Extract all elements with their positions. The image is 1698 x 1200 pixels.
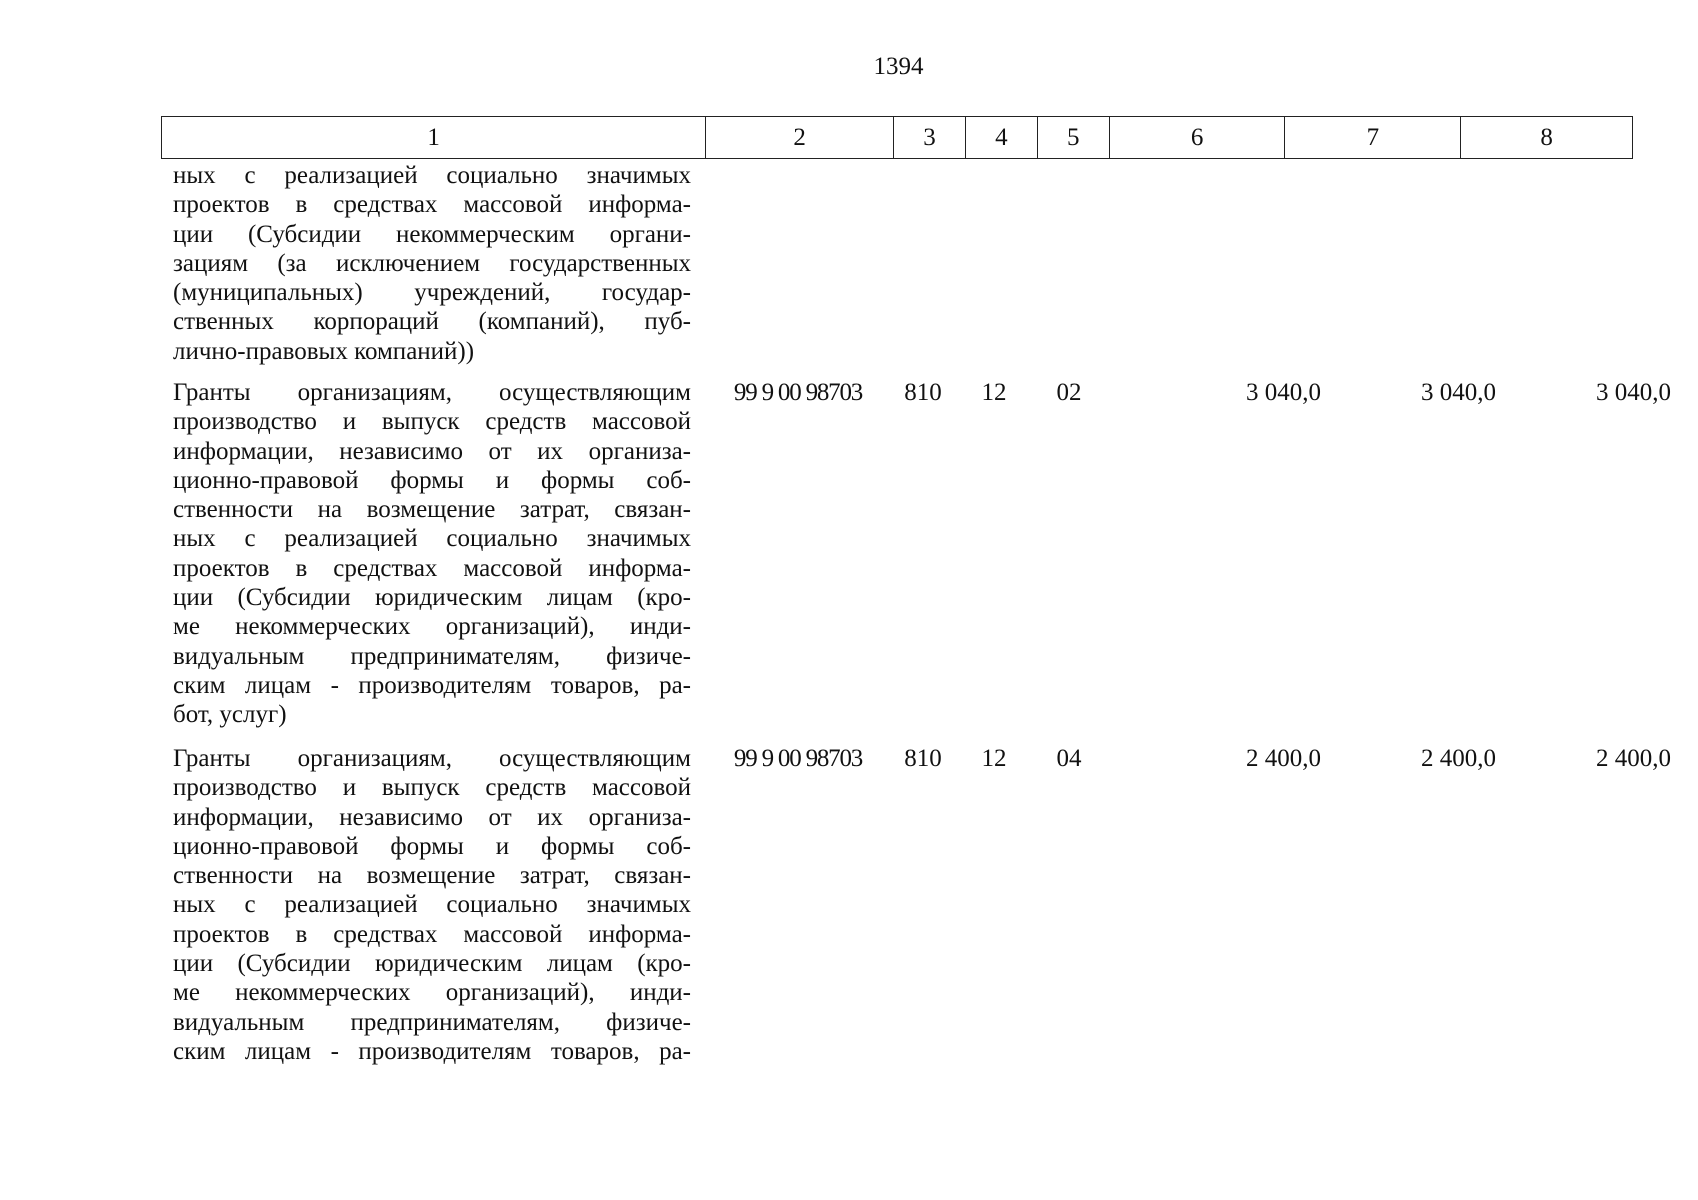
target-code: 99 9 00 98703 — [733, 745, 863, 772]
text-line: ции (Субсидии некоммерческим органи- — [173, 220, 691, 248]
text-line: (муниципальных) учреждений, государ- — [173, 279, 691, 307]
header-col-6: 6 — [1110, 117, 1286, 158]
expense-type: 810 — [904, 379, 942, 406]
text-line: ственности на возмещение затрат, связан- — [173, 862, 691, 890]
expense-type: 810 — [904, 745, 942, 772]
header-col-1: 1 — [162, 117, 706, 158]
text-line: лично-правовых компаний)) — [173, 337, 475, 365]
text-line: бот, услуг) — [173, 701, 287, 729]
text-line: информации, независимо от их организа- — [173, 803, 691, 831]
text-line: ных с реализацией социально значимых — [173, 891, 691, 919]
subsection: 02 — [1056, 379, 1082, 406]
text-line: видуальным предпринимателям, физиче- — [173, 1008, 691, 1036]
text-line: зациям (за исключением государственных — [173, 249, 691, 277]
text-line: видуальным предпринимателям, физиче- — [173, 642, 691, 670]
table-header — [161, 116, 1633, 159]
text-line: ных с реализацией социально значимых — [173, 162, 691, 189]
subsection: 04 — [1056, 745, 1082, 772]
row-values — [161, 378, 1671, 408]
header-col-3: 3 — [894, 117, 966, 158]
text-line: ским лицам - производителям товаров, ра- — [173, 671, 691, 699]
text-line: ским лицам - производителям товаров, ра- — [173, 1037, 691, 1065]
text-line: ных с реализацией социально значимых — [173, 525, 691, 553]
row-description — [173, 744, 691, 1066]
amount-col-6: 3 040,0 — [1246, 379, 1321, 406]
text-line: проектов в средствах массовой информа- — [173, 191, 691, 219]
header-col-8: 8 — [1540, 123, 1553, 151]
row-values — [161, 744, 1671, 774]
text-line: ции (Субсидии юридическим лицам (кро- — [173, 584, 691, 612]
row-description — [173, 378, 691, 730]
text-line: проектов в средствах массовой информа- — [173, 554, 691, 582]
amount-col-6: 2 400,0 — [1246, 745, 1321, 772]
text-line: производство и выпуск средств массовой — [173, 774, 691, 802]
text-line: ционно-правовой формы и формы соб- — [173, 832, 691, 860]
page-number: 1394 — [873, 53, 924, 80]
text-line: Гранты организациям, осуществляющим — [173, 745, 691, 772]
text-line: ственных корпораций (компаний), пуб- — [173, 308, 691, 336]
header-col-7: 7 — [1285, 117, 1461, 158]
header-col-5: 5 — [1038, 117, 1110, 158]
text-line: ции (Субсидии юридическим лицам (кро- — [173, 950, 691, 978]
target-code: 99 9 00 98703 — [733, 379, 863, 406]
text-line: производство и выпуск средств массовой — [173, 408, 691, 436]
amount-col-8: 3 040,0 — [1596, 379, 1671, 406]
amount-col-7: 2 400,0 — [1421, 745, 1496, 772]
text-line: ме некоммерческих организаций), инди- — [173, 979, 691, 1007]
text-line: ционно-правовой формы и формы соб- — [173, 466, 691, 494]
amount-col-7: 3 040,0 — [1421, 379, 1496, 406]
text-line: ме некоммерческих организаций), инди- — [173, 613, 691, 641]
header-col-4: 4 — [966, 117, 1038, 158]
text-line: ственности на возмещение затрат, связан- — [173, 496, 691, 524]
row-description — [173, 161, 691, 366]
section: 12 — [981, 379, 1007, 406]
text-line: информации, независимо от их организа- — [173, 437, 691, 465]
text-line: Гранты организациям, осуществляющим — [173, 379, 691, 406]
amount-col-8: 2 400,0 — [1596, 745, 1671, 772]
text-line: проектов в средствах массовой информа- — [173, 920, 691, 948]
header-col-2: 2 — [706, 117, 894, 158]
section: 12 — [981, 745, 1007, 772]
